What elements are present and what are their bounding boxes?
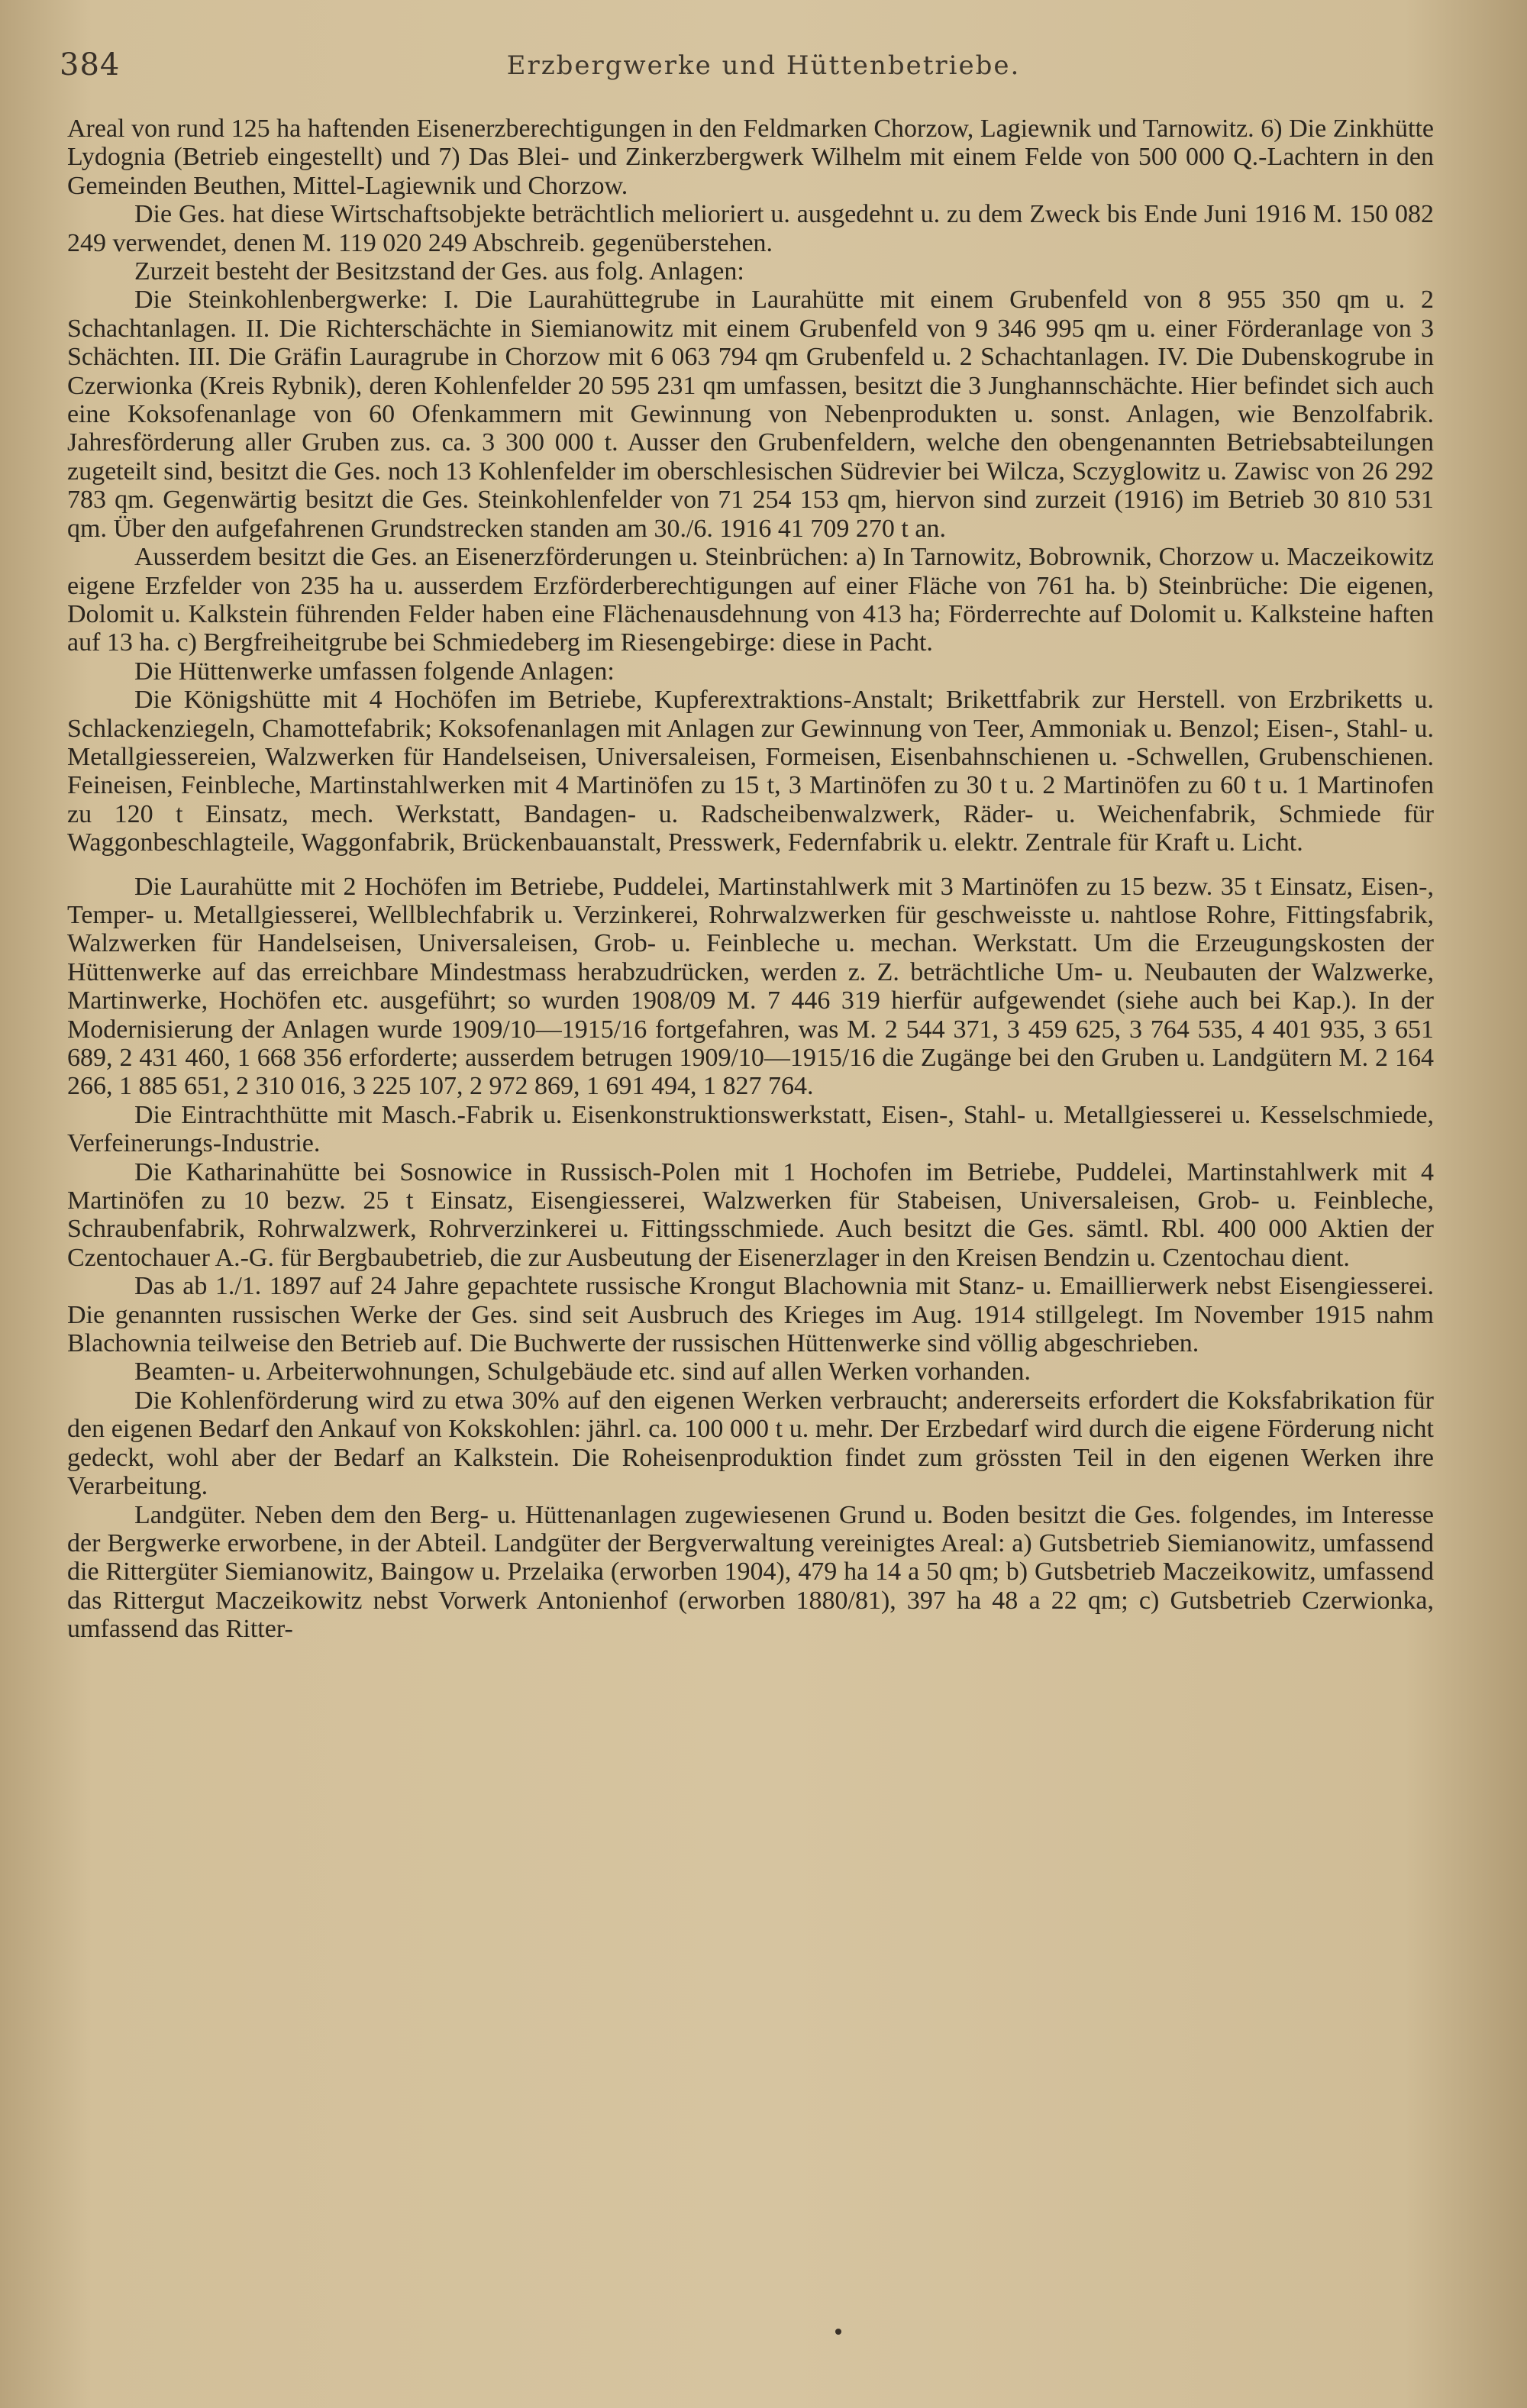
paragraph: Landgüter. Neben dem den Berg- u. Hüttenanlagen zugewiesenen Grund u. Boden besitzt die Ges. folgendes, im Interesse der Bergwerke erworbene, in der Abteil. Landgüter der Bergverwaltung vereinigtes Areal: a) Gutsbetrieb Siemianowitz, umfassend die Rittergüter Siemianowitz, Baingow u. Przelaika (erworben 1904), 479 ha 14 a 50 qm; b) Gutsbetrieb Maczeikowitz, umfassend das Rittergut Maczeikowitz nebst Vorwerk Antonienhof (erworben 1880/81), 397 ha 48 a 22 qm; c) Gutsbetrieb Czerwionka, umfassend das Ritter- (67, 1500, 1434, 1644)
paragraph: Die Laurahütte mit 2 Hochöfen im Betriebe, Puddelei, Martinstahlwerk mit 3 Martinöfen zu 15 bezw. 35 t Einsatz, Eisen-, Temper- u. Metallgiesserei, Wellblechfabrik u. Verzinkerei, Rohrwalzwerken für geschweisste u. nahtlose Rohre, Fittingsfabrik, Walzwerken für Handelseisen, Universaleisen, Grob- u. Feinbleche u. mechan. Werkstatt. Um die Erzeugungskosten der Hüttenwerke auf das erreichbare Mindestmass herabzudrücken, werden z. Z. beträchtliche Um- u. Neubauten der Walzwerke, Martinwerke, Hochöfen etc. ausgeführt; so wurden 1908/09 M. 7 446 319 hierfür aufgewendet (siehe auch bei Kap.). In der Modernisierung der Anlagen wurde 1909/10—1915/16 fortgefahren, was M. 2 544 371, 3 459 625, 3 764 535, 4 401 935, 3 651 689, 2 431 460, 1 668 356 erforderte; ausserdem betrugen 1909/10—1915/16 die Zugänge bei den Gruben u. Landgütern M. 2 164 266, 1 885 651, 2 310 016, 3 225 107, 2 972 869, 1 691 494, 1 827 764. (67, 872, 1434, 1101)
paragraph: Ausserdem besitzt die Ges. an Eisenerzförderungen u. Steinbrüchen: a) In Tarnowitz, Bobrownik, Chorzow u. Maczeikowitz eigene Erzfelder von 235 ha u. ausserdem Erzförderberechtigungen auf einer Fläche von 761 ha. b) Steinbrüche: Die eigenen, Dolomit u. Kalkstein führenden Felder haben eine Flächenausdehnung von 413 ha; Förderrechte auf Dolomit u. Kalksteine haften auf 13 ha. c) Bergfreiheitgrube bei Schmiedeberg im Riesengebirge: diese in Pacht. (67, 543, 1434, 657)
ink-dot (835, 2329, 841, 2335)
paragraph: Beamten- u. Arbeiterwohnungen, Schulgebäude etc. sind auf allen Werken vorhanden. (134, 1357, 1031, 1386)
page-number: 384 (60, 47, 121, 82)
paragraph: Das ab 1./1. 1897 auf 24 Jahre gepachtete russische Krongut Blachownia mit Stanz- u. Emaillierwerk nebst Eisengiesserei. Die genannten russischen Werke der Ges. sind seit Ausbruch des Krieges im Aug. 1914 stillgelegt. Im November 1915 nahm Blachownia teilweise den Betrieb auf. Die Buchwerte der russischen Hüttenwerke sind völlig abgeschrieben. (67, 1272, 1434, 1358)
paragraph: Zurzeit besteht der Besitzstand der Ges. aus folg. Anlagen: (134, 257, 744, 286)
body-text (67, 115, 1434, 1644)
paragraph: Die Steinkohlenbergwerke: I. Die Laurahüttegrube in Laurahütte mit einem Grubenfeld von 8 955 350 qm u. 2 Schachtanlagen. II. Die Richterschächte in Siemianowitz mit einem Grubenfeld von 9 346 995 qm u. einer Förderanlage von 3 Schächten. III. Die Gräfin Lauragrube in Chorzow mit 6 063 794 qm Grubenfeld u. 2 Schachtanlagen. IV. Die Dubenskogrube in Czerwionka (Kreis Rybnik), deren Kohlenfelder 20 595 231 qm umfassen, besitzt die 3 Junghannschächte. Hier befindet sich auch eine Koksofenanlage von 60 Ofenkammern mit Gewinnung von Nebenprodukten u. sonst. Anlagen, wie Benzolfabrik. Jahresförderung aller Gruben zus. ca. 3 300 000 t. Ausser den Grubenfeldern, welche den obengenannten Betriebsabteilungen zugeteilt sind, besitzt die Ges. noch 13 Kohlenfelder im oberschlesischen Südrevier bei Wilcza, Sczyglowitz u. Zawisc von 26 292 783 qm. Gegenwärtig besitzt die Ges. Steinkohlenfelder von 71 254 153 qm, hiervon sind zurzeit (1916) im Betrieb 30 810 531 qm. Über den aufgefahrenen Grundstrecken standen am 30./6. 1916 41 709 270 t an. (67, 286, 1434, 543)
paragraph: Areal von rund 125 ha haftenden Eisenerzberechtigungen in den Feldmarken Chorzow, Lagiewnik und Tarnowitz. 6) Die Zinkhütte Lydognia (Betrieb eingestellt) und 7) Das Blei- und Zinkerzbergwerk Wilhelm mit einem Felde von 500 000 Q.-Lachtern in den Gemeinden Beuthen, Mittel-Lagiewnik und Chorzow. (67, 115, 1434, 200)
running-title: Erzbergwerke und Hüttenbetriebe. (506, 50, 1021, 81)
paragraph: Die Hüttenwerke umfassen folgende Anlagen: (134, 657, 615, 686)
paragraph: Die Katharinahütte bei Sosnowice in Russisch-Polen mit 1 Hochofen im Betriebe, Puddelei, Martinstahlwerk mit 4 Martinöfen zu 10 bezw. 25 t Einsatz, Eisengiesserei, Walzwerken für Stabeisen, Universaleisen, Grob- u. Feinbleche, Schraubenfabrik, Rohrwalzwerk, Rohrverzinkerei u. Fittingsschmiede. Auch besitzt die Ges. sämtl. Rbl. 400 000 Aktien der Czentochauer A.-G. für Bergbaubetrieb, die zur Ausbeutung der Eisenerzlager in den Kreisen Bendzin u. Czentochau dient. (67, 1157, 1434, 1272)
paragraph: Die Ges. hat diese Wirtschaftsobjekte beträchtlich melioriert u. ausgedehnt u. zu dem Zweck bis Ende Juni 1916 M. 150 082 249 verwendet, denen M. 119 020 249 Abschreib. gegenüberstehen. (67, 200, 1434, 257)
paragraph: Die Kohlenförderung wird zu etwa 30% auf den eigenen Werken verbraucht; andererseits erfordert die Koksfabrikation für den eigenen Bedarf den Ankauf von Kokskohlen: jährl. ca. 100 000 t u. mehr. Der Erzbedarf wird durch die eigene Förderung nicht gedeckt, wohl aber der Bedarf an Kalkstein. Die Roheisenproduktion findet zum grössten Teil in den eigenen Werken ihre Verarbeitung. (67, 1386, 1434, 1501)
paragraph: Die Königshütte mit 4 Hochöfen im Betriebe, Kupferextraktions-Anstalt; Brikettfabrik zur Herstell. von Erzbriketts u. Schlackenziegeln, Chamottefabrik; Koksofenanlagen mit Anlagen zur Gewinnung von Teer, Ammoniak u. Benzol; Eisen-, Stahl- u. Metallgiessereien, Walzwerken für Handelseisen, Universaleisen, Formeisen, Eisenbahnschienen u. -Schwellen, Grubenschienen. Feineisen, Feinbleche, Martinstahlwerken mit 4 Martinöfen zu 15 t, 3 Martinöfen zu 30 t u. 2 Martinöfen zu 60 t u. 1 Martinofen zu 120 t Einsatz, mech. Werkstatt, Bandagen- u. Radscheibenwalzwerk, Räder- u. Weichenfabrik, Schmiede für Waggonbeschlagteile, Waggonfabrik, Brückenbauanstalt, Presswerk, Federnfabrik u. elektr. Zentrale für Kraft u. Licht. (67, 686, 1434, 857)
page-header (60, 47, 1467, 93)
paragraph: Die Eintrachthütte mit Masch.-Fabrik u. Eisenkonstruktionswerkstatt, Eisen-, Stahl- u. Metallgiesserei u. Kesselschmiede, Verfeinerungs-Industrie. (67, 1100, 1434, 1158)
